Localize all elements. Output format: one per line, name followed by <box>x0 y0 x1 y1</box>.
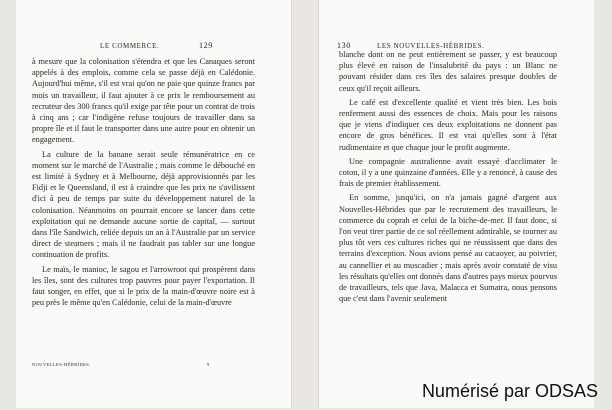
gathering-mark: 9 <box>207 362 210 367</box>
running-title: LE COMMERCE. <box>100 42 160 50</box>
paragraph: à mesure que la colonisation s'étendra et que les Canaques seront appelés à des emplois, comme cela se passe déjà en Calédonie. Aujourd'hui même, s'il est vrai qu'on ne paie que quinze francs par mois un travailleur, il faut ajouter à ce prix le remboursement au recruteur des 300 francs qu'il exige par tête pour un contrat de trois à cinq ans ; car l'indigène refuse toujours de travailler dans sa propre île et il faut le transporter dans une autre pour en obtenir un engagement. <box>32 57 255 145</box>
right-page <box>318 0 594 408</box>
body-text <box>32 56 255 311</box>
left-page <box>16 0 292 408</box>
paragraph: Une compagnie australienne avait essayé d'acclimater le coton, il y a une quinzaine d'années. Elle y a renoncé, à cause des frais de premier établissement. <box>339 156 557 189</box>
watermark-text: Numérisé par ODSAS <box>421 381 598 401</box>
paragraph: blanche dont on ne peut entièrement se passer, y est beaucoup plus élevé en raison de l'insalubrité du pays : un Blanc ne pouvant résider dans ces îles des salaires presque doubles de ceux qu'il reçoit ailleurs. <box>339 50 557 93</box>
paragraph: Le maïs, le manioc, le sagou et l'arrowroot qui prospèrent dans les îles, sont des cultures trop pauvres pour payer l'exportation. Il faut songer, en effet, que si le prix de la main-d'œuvre noire est à peu près le même qu'en Calédonie, celui de la main-d'œuvre <box>32 264 255 308</box>
signature-mark: NOUVELLES-HÉBRIDES. <box>32 362 91 367</box>
paragraph: En somme, jusqu'ici, on n'a jamais gagné d'argent aux Nouvelles-Hébrides que par le recrutement des travailleurs, le commerce du coprah et celui de la biche-de-mer. Il faut donc, si l'on veut tirer partie de ce sol réellement admirable, se tourner au plus tôt vers ces cultures riches qui ne réussissent que dans des terrains d'exception. Nous avions pensé au cacaoyer, au poivrier, au cannellier et au muscadier ; mais après avoir constaté de visu les résultats qu'elles ont donnés dans d'autres pays mieux pourvus de travailleurs, tels que Java, Malacca et Sumatra, nous pensons que c'est dans l'avenir seulement <box>339 193 557 304</box>
running-title: LES NOUVELLES-HÉBRIDES. <box>377 42 485 50</box>
page-number: 129 <box>199 41 213 50</box>
paragraph: Le café est d'excellente qualité et vient très bien. Les bois renferment aussi des essences de choix. Mais pour les raisons que je viens d'indiquer ces deux exploitations ne donnent pas encore de gros bénéfices. Il est vrai qu'elles sont à l'état rudimentaire et que chaque jour le profit augmente. <box>339 97 557 152</box>
body-text <box>339 49 557 307</box>
paragraph: La culture de la banane serait seule rémunératrice en ce moment sur le marché de l'Australie ; mais comme le débouché en est limité à Sydney et à Melbourne, déjà approvisionnés par les Fidji et le Queensland, il est à craindre que les prix ne s'avilissent d'ici à peu de temps par suite du développement naturel de la colonisation. Néanmoins on pourrait encore se lancer dans cette exploitation qui ne demande aucune sortie de capital, — surtout dans l'île Sandwich, reliée depuis un an à l'Australie par un service direct de steamers ; mais il ne faudrait pas tabler sur une longue continuation de profits. <box>32 149 255 260</box>
page-number: 130 <box>337 41 351 50</box>
